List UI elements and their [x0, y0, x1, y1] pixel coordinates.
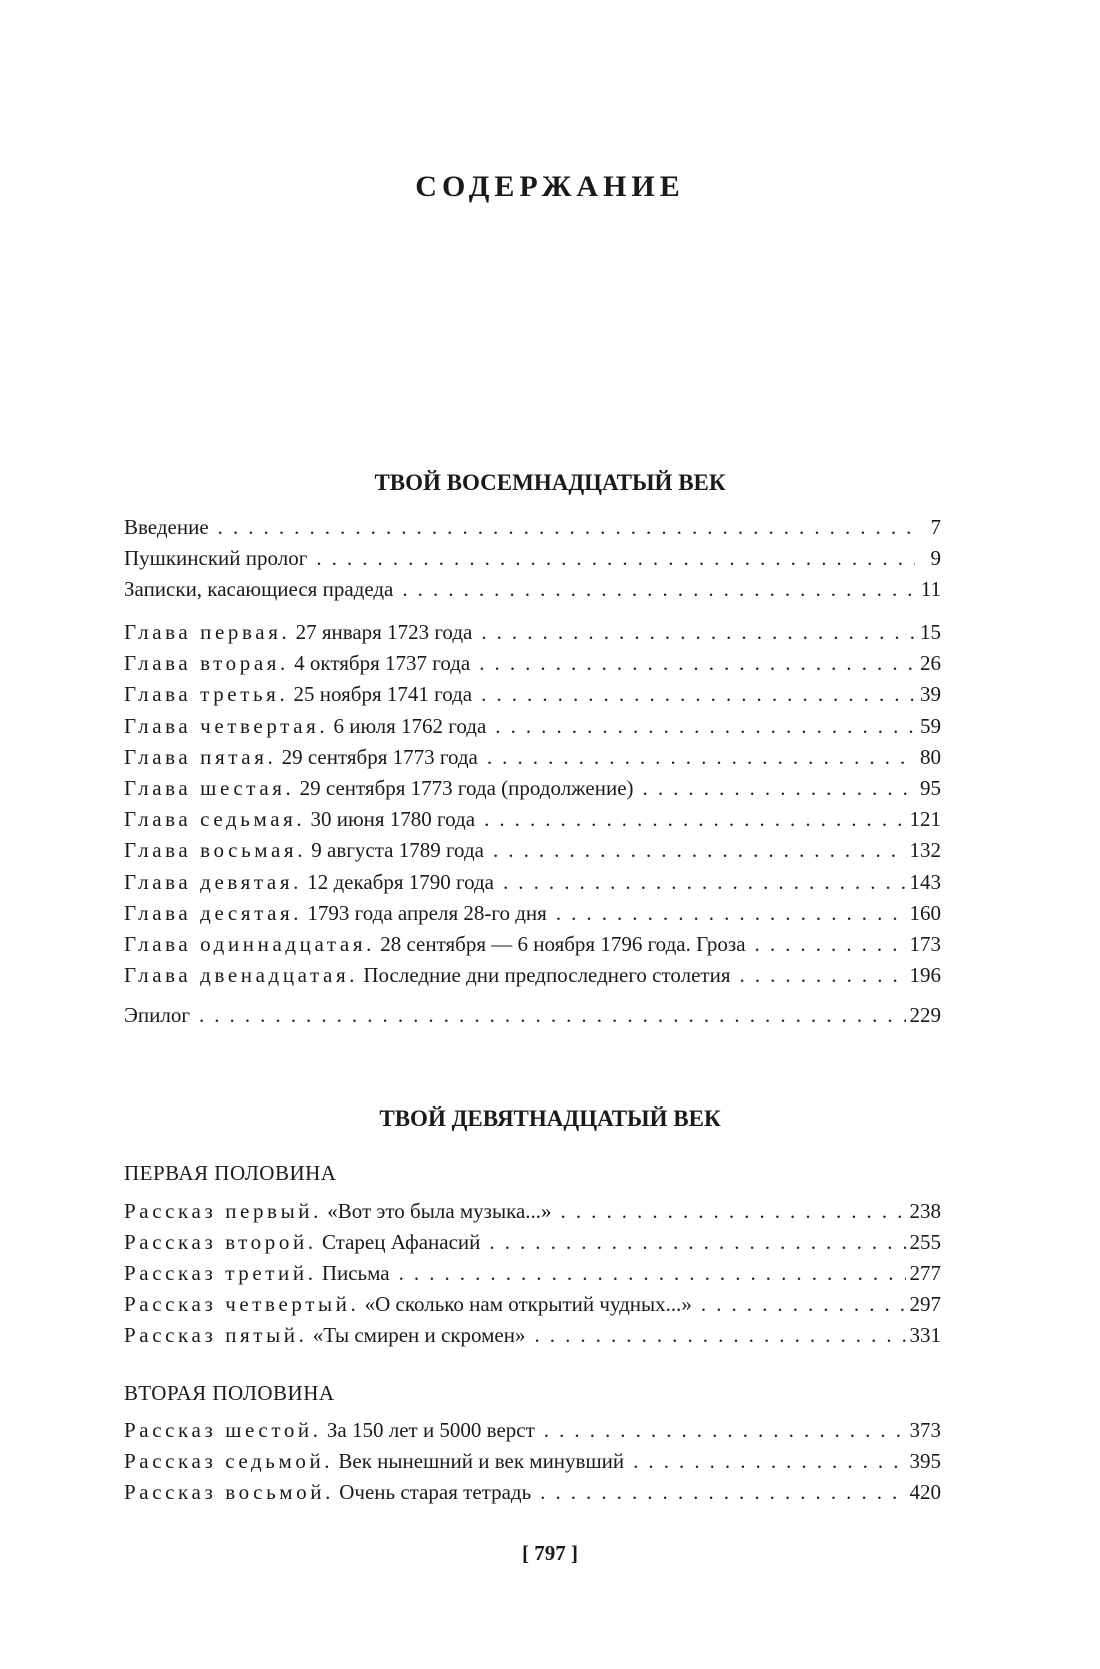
dot-leader	[481, 679, 915, 709]
dot-leader	[540, 1477, 905, 1507]
toc-entry	[124, 742, 941, 772]
toc-entry-page: 7	[930, 515, 941, 539]
toc-entry	[124, 773, 941, 803]
dot-leader	[534, 1320, 905, 1350]
toc-entry-title	[124, 543, 307, 573]
toc-entry-label: Глава первая.	[124, 620, 291, 644]
toc-entry-page: 238	[909, 1199, 941, 1223]
toc-entry-text: Век нынешний и век минувший	[338, 1449, 625, 1473]
toc-entry-text: Эпилог	[124, 1003, 190, 1027]
toc-entry-text: Введение	[124, 515, 209, 539]
toc-entry-text: 29 сентября 1773 года	[281, 744, 478, 769]
toc-entry-page: 132	[909, 838, 941, 863]
toc-entry	[124, 574, 941, 604]
toc-entry-text: 1793 года апреля 28-го дня	[307, 900, 547, 925]
toc-entry-text: 30 июня 1780 года	[310, 807, 476, 832]
toc-entry-label: Глава шестая.	[124, 776, 295, 800]
dot-leader	[561, 1196, 906, 1226]
dot-leader	[544, 1415, 906, 1445]
toc-entry-label: Глава четвертая.	[124, 713, 329, 738]
dot-leader	[479, 648, 915, 678]
toc-entry-page: 9	[930, 546, 941, 570]
dot-leader	[487, 742, 915, 772]
toc-entry-title	[124, 648, 470, 678]
toc-entry-page: 26	[920, 651, 941, 676]
toc-entry	[124, 867, 941, 897]
dot-leader	[755, 929, 906, 959]
toc-entry-page: 39	[920, 682, 941, 707]
toc-entry-text: Письма	[321, 1261, 390, 1285]
page-title: СОДЕРЖАНИЕ	[415, 170, 685, 203]
dot-leader	[503, 867, 906, 897]
toc-entry-text: Старец Афанасий	[321, 1230, 481, 1254]
toc-entry-page: 255	[909, 1230, 941, 1254]
toc-entry-page: 15	[920, 620, 941, 644]
toc-entry-page: 420	[909, 1480, 941, 1504]
toc-entry	[124, 679, 941, 709]
dot-leader	[489, 1227, 905, 1257]
dot-leader	[218, 512, 915, 542]
toc-entry-title	[124, 1289, 692, 1319]
toc-entry-text: 28 сентября — 6 ноября 1796 года. Гроза	[380, 932, 746, 956]
toc-entry-title	[124, 679, 472, 709]
toc-entry-text: «О сколько нам открытий чудных...»	[364, 1292, 692, 1316]
toc-entry-label: Рассказ восьмой.	[124, 1480, 334, 1504]
toc-entry-title	[124, 1415, 535, 1445]
toc-entry	[124, 1415, 941, 1445]
dot-leader	[199, 1000, 906, 1030]
toc-entry-title	[124, 1258, 390, 1288]
toc-entry-label: Рассказ первый.	[124, 1199, 322, 1223]
toc-entry	[124, 512, 941, 542]
toc-entry-title	[124, 1000, 190, 1030]
toc-entry-page: 160	[909, 900, 941, 925]
toc-entry-label: Глава десятая.	[124, 900, 303, 925]
dot-leader	[481, 617, 915, 647]
dot-leader	[402, 574, 915, 604]
toc-entry	[124, 835, 941, 865]
toc-entry	[124, 1196, 941, 1226]
toc-entry-page: 95	[920, 776, 941, 800]
toc-entry-page: 373	[909, 1418, 941, 1442]
toc-entry-text: «Ты смирен и скромен»	[312, 1323, 526, 1347]
half1-title: ПЕРВАЯ ПОЛОВИНА	[124, 1161, 337, 1185]
toc-entry	[124, 1477, 941, 1507]
toc-entry-label: Глава пятая.	[124, 744, 277, 769]
toc-entry-page: 143	[909, 869, 941, 894]
toc-entry-text: Очень старая тетрадь	[339, 1480, 532, 1504]
toc-entry-label: Рассказ четвертый.	[124, 1292, 360, 1316]
toc-entry-page: 196	[909, 963, 941, 988]
toc-entry-title	[124, 835, 484, 865]
toc-entry-text: 4 октября 1737 года	[294, 651, 471, 676]
toc-entry-text: 29 сентября 1773 года (продолжение)	[299, 776, 634, 800]
dot-leader	[633, 1446, 905, 1476]
dot-leader	[316, 543, 915, 573]
dot-leader	[399, 1258, 906, 1288]
dot-leader	[484, 804, 905, 834]
dot-leader	[495, 711, 915, 741]
part1-title: ТВОЙ ВОСЕМНАДЦАТЫЙ ВЕК	[374, 470, 726, 495]
dot-leader	[740, 960, 906, 990]
toc-entry-title	[124, 898, 547, 928]
toc-entry-text: Последние дни предпоследнего столетия	[363, 963, 731, 988]
toc-entry-title	[124, 742, 478, 772]
toc-entry-title	[124, 1227, 480, 1257]
part2-title: ТВОЙ ДЕВЯТНАДЦАТЫЙ ВЕК	[379, 1106, 721, 1131]
toc-entry-label: Рассказ седьмой.	[124, 1449, 334, 1473]
toc-entry-page: 121	[909, 807, 941, 832]
toc-entry-text: «Вот это была музыка...»	[327, 1199, 552, 1223]
toc-entry-label: Рассказ пятый.	[124, 1323, 308, 1347]
toc-entry-page: 277	[909, 1261, 941, 1285]
toc-entry-text: 25 ноября 1741 года	[293, 682, 473, 707]
toc-entry-label: Глава седьмая.	[124, 807, 306, 832]
toc-entry	[124, 1289, 941, 1319]
toc-entry-text: Пушкинский пролог	[124, 546, 308, 570]
toc-entry-label: Рассказ второй.	[124, 1230, 317, 1254]
toc-entry-page: 11	[920, 577, 941, 601]
toc-entry-title	[124, 617, 472, 647]
toc-entry	[124, 1446, 941, 1476]
dot-leader	[493, 835, 906, 865]
toc-entry-text: За 150 лет и 5000 верст	[326, 1418, 535, 1442]
toc-entry-text: 27 января 1723 года	[295, 620, 473, 644]
toc-entry-title	[124, 1320, 525, 1350]
toc-entry	[124, 1227, 941, 1257]
toc-entry	[124, 929, 941, 959]
toc-entry-title	[124, 1477, 531, 1507]
toc-entry-page: 59	[920, 713, 941, 738]
toc-entry	[124, 711, 941, 741]
toc-entry	[124, 1000, 941, 1030]
dot-leader	[556, 898, 906, 928]
toc-entry-page: 395	[909, 1449, 941, 1473]
toc-entry-page: 331	[909, 1323, 941, 1347]
toc-entry	[124, 617, 941, 647]
toc-entry-label: Глава вторая.	[124, 651, 289, 676]
toc-entry-label: Глава двенадцатая.	[124, 963, 359, 988]
toc-entry-title	[124, 1446, 624, 1476]
toc-entry-title	[124, 574, 393, 604]
toc-entry-text: 12 декабря 1790 года	[307, 869, 494, 894]
toc-entry	[124, 1258, 941, 1288]
toc-entry-label: Рассказ третий.	[124, 1261, 317, 1285]
toc-entry-page: 80	[920, 744, 941, 769]
dot-leader	[643, 773, 915, 803]
page-number: [ 797 ]	[522, 1541, 578, 1565]
toc-entry	[124, 898, 941, 928]
dot-leader	[701, 1289, 906, 1319]
toc-entry-page: 173	[909, 932, 941, 956]
toc-entry	[124, 804, 941, 834]
toc-entry-title	[124, 804, 475, 834]
toc-entry-title	[124, 512, 209, 542]
toc-entry-title	[124, 773, 634, 803]
toc-entry-label: Глава девятая.	[124, 869, 302, 894]
toc-entry-label: Глава третья.	[124, 682, 289, 707]
toc-entry-page: 297	[909, 1292, 941, 1316]
toc-entry	[124, 1320, 941, 1350]
toc-entry-text: Записки, касающиеся прадеда	[124, 577, 394, 601]
toc-entry-label: Глава одиннадцатая.	[124, 932, 375, 956]
toc-entry	[124, 648, 941, 678]
toc-entry	[124, 543, 941, 573]
toc-entry-text: 6 июля 1762 года	[333, 713, 487, 738]
toc-entry-title	[124, 929, 746, 959]
toc-entry-text: 9 августа 1789 года	[311, 838, 484, 863]
toc-entry-label: Глава восьмая.	[124, 838, 307, 863]
toc-entry-title	[124, 711, 486, 741]
toc-entry-label: Рассказ шестой.	[124, 1418, 322, 1442]
toc-entry	[124, 960, 941, 990]
toc-entry-page: 229	[909, 1003, 941, 1027]
toc-entry-title	[124, 960, 731, 990]
toc-entry-title	[124, 867, 494, 897]
half2-title: ВТОРАЯ ПОЛОВИНА	[124, 1381, 335, 1405]
toc-entry-title	[124, 1196, 552, 1226]
